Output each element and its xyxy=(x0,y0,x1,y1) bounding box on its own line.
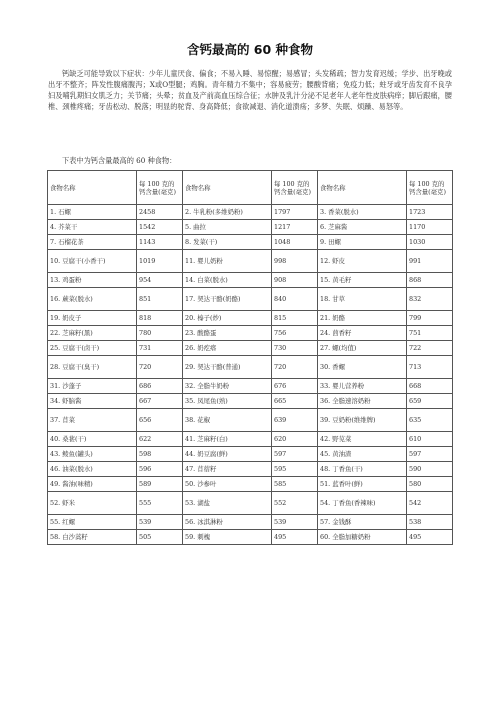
table-row xyxy=(48,447,453,462)
calcium-value-cell: 1030 xyxy=(407,235,453,250)
calcium-value-cell: 676 xyxy=(272,379,318,394)
food-name-cell: 8. 发菜(干) xyxy=(183,235,272,250)
table-row xyxy=(48,250,453,273)
calcium-value-cell: 1723 xyxy=(407,205,453,220)
food-name-cell: 44. 奶豆腐(鲜) xyxy=(183,447,272,462)
food-name-cell: 35. 凤尾鱼(熟) xyxy=(183,394,272,409)
food-name-cell: 23. 酸酪蛋 xyxy=(183,326,272,341)
calcium-value-cell: 1143 xyxy=(137,235,183,250)
header-calcium-content: 每 100 克的钙含量(毫克) xyxy=(407,171,453,205)
table-row xyxy=(48,379,453,394)
food-name-cell: 33. 婴儿营养粉 xyxy=(318,379,407,394)
calcium-value-cell: 639 xyxy=(272,409,318,432)
calcium-value-cell: 495 xyxy=(407,530,453,545)
calcium-value-cell: 720 xyxy=(137,356,183,379)
food-name-cell: 31. 沙蓬子 xyxy=(48,379,137,394)
header-food-name: 食物名称 xyxy=(318,171,407,205)
food-name-cell: 54. 丁香鱼(香辣味) xyxy=(318,492,407,515)
calcium-value-cell: 668 xyxy=(407,379,453,394)
calcium-value-cell: 590 xyxy=(407,462,453,477)
food-name-cell: 42. 野苋菜 xyxy=(318,432,407,447)
calcium-value-cell: 1542 xyxy=(137,220,183,235)
food-name-cell: 58. 白沙蒿籽 xyxy=(48,530,137,545)
food-name-cell: 57. 金钱酥 xyxy=(318,515,407,530)
food-name-cell: 38. 花椒 xyxy=(183,409,272,432)
food-name-cell: 4. 芥菜干 xyxy=(48,220,137,235)
calcium-value-cell: 780 xyxy=(137,326,183,341)
table-row xyxy=(48,220,453,235)
food-name-cell: 55. 红螺 xyxy=(48,515,137,530)
calcium-value-cell: 751 xyxy=(407,326,453,341)
food-name-cell: 7. 石榴花茶 xyxy=(48,235,137,250)
calcium-value-cell: 656 xyxy=(137,409,183,432)
table-row xyxy=(48,326,453,341)
table-row xyxy=(48,492,453,515)
food-name-cell: 50. 沙参叶 xyxy=(183,477,272,492)
food-name-cell: 3. 香菜(脱水) xyxy=(318,205,407,220)
calcium-value-cell: 720 xyxy=(272,356,318,379)
table-row xyxy=(48,462,453,477)
table-intro-line: 下表中为钙含量最高的 60 种食物： xyxy=(62,156,177,165)
calcium-value-cell: 818 xyxy=(137,311,183,326)
food-name-cell: 20. 榛子(炒) xyxy=(183,311,272,326)
table-row xyxy=(48,273,453,288)
calcium-value-cell: 505 xyxy=(137,530,183,545)
calcium-value-cell: 2458 xyxy=(137,205,183,220)
food-name-cell: 30. 香螺 xyxy=(318,356,407,379)
header-calcium-content: 每 100 克的钙含量(毫克) xyxy=(137,171,183,205)
food-name-cell: 59. 刺槐 xyxy=(183,530,272,545)
calcium-value-cell: 665 xyxy=(272,394,318,409)
calcium-value-cell: 756 xyxy=(272,326,318,341)
calcium-value-cell: 597 xyxy=(407,447,453,462)
food-name-cell: 9. 田螺 xyxy=(318,235,407,250)
calcium-value-cell: 620 xyxy=(272,432,318,447)
calcium-value-cell: 730 xyxy=(272,341,318,356)
calcium-value-cell: 610 xyxy=(407,432,453,447)
food-name-cell: 21. 奶酪 xyxy=(318,311,407,326)
table-row xyxy=(48,341,453,356)
calcium-value-cell: 598 xyxy=(137,447,183,462)
calcium-value-cell: 815 xyxy=(272,311,318,326)
food-name-cell: 41. 芝麻籽(白) xyxy=(183,432,272,447)
food-name-cell: 15. 黄毛籽 xyxy=(318,273,407,288)
calcium-food-table xyxy=(47,170,453,545)
calcium-value-cell: 851 xyxy=(137,288,183,311)
calcium-value-cell: 495 xyxy=(272,530,318,545)
calcium-value-cell: 1170 xyxy=(407,220,453,235)
food-name-cell: 43. 鲮鱼(罐头) xyxy=(48,447,137,462)
food-name-cell: 56. 冰淇淋粉 xyxy=(183,515,272,530)
table-row xyxy=(48,235,453,250)
table-row xyxy=(48,288,453,311)
table-body xyxy=(48,205,453,545)
food-name-cell: 2. 牛乳粉(多维奶粉) xyxy=(183,205,272,220)
food-name-cell: 51. 蓝香叶(鲜) xyxy=(318,477,407,492)
food-name-cell: 29. 契达干酪(普通) xyxy=(183,356,272,379)
calcium-value-cell: 555 xyxy=(137,492,183,515)
calcium-value-cell: 713 xyxy=(407,356,453,379)
table-header xyxy=(48,171,453,205)
food-name-cell: 12. 虾皮 xyxy=(318,250,407,273)
food-name-cell: 24. 茴香籽 xyxy=(318,326,407,341)
food-name-cell: 53. 湖盐 xyxy=(183,492,272,515)
food-name-cell: 39. 豆奶粉(维维牌) xyxy=(318,409,407,432)
food-name-cell: 13. 鸡蛋粉 xyxy=(48,273,137,288)
calcium-value-cell: 908 xyxy=(272,273,318,288)
table-row xyxy=(48,311,453,326)
food-name-cell: 49. 酱油(味精) xyxy=(48,477,137,492)
calcium-value-cell: 731 xyxy=(137,341,183,356)
calcium-value-cell: 832 xyxy=(407,288,453,311)
food-name-cell: 18. 甘草 xyxy=(318,288,407,311)
food-name-cell: 36. 全脂速溶奶粉 xyxy=(318,394,407,409)
header-food-name: 食物名称 xyxy=(183,171,272,205)
table-row xyxy=(48,205,453,220)
food-name-cell: 5. 曲拉 xyxy=(183,220,272,235)
table-row xyxy=(48,530,453,545)
calcium-value-cell: 539 xyxy=(272,515,318,530)
food-name-cell: 34. 虾脑酱 xyxy=(48,394,137,409)
food-name-cell: 19. 奶皮子 xyxy=(48,311,137,326)
calcium-value-cell: 542 xyxy=(407,492,453,515)
header-calcium-content: 每 100 克的钙含量(毫克) xyxy=(272,171,318,205)
calcium-value-cell: 1217 xyxy=(272,220,318,235)
food-name-cell: 17. 契达干酪(奶酪) xyxy=(183,288,272,311)
calcium-value-cell: 667 xyxy=(137,394,183,409)
calcium-value-cell: 595 xyxy=(272,462,318,477)
table-row xyxy=(48,356,453,379)
calcium-value-cell: 1019 xyxy=(137,250,183,273)
calcium-value-cell: 998 xyxy=(272,250,318,273)
food-name-cell: 26. 奶疙瘩 xyxy=(183,341,272,356)
calcium-value-cell: 722 xyxy=(407,341,453,356)
calcium-value-cell: 589 xyxy=(137,477,183,492)
calcium-value-cell: 580 xyxy=(407,477,453,492)
food-name-cell: 6. 芝麻酱 xyxy=(318,220,407,235)
calcium-value-cell: 840 xyxy=(272,288,318,311)
intro-paragraph: 钙缺乏可能导致以下症状：少年儿童厌食、偏食；不易入睡、易惊醒；易感冒；头发稀疏；智力发育迟缓；学步、出牙晚或出牙不整齐；阵发性腹痛腹泻；X或O型腿；鸡胸。青年精力不集中；容易疲劳；腰酸背痛；免疫力低；蛀牙或牙齿发育不良孕妇及哺乳期妇女肌乏力；关节痛；头晕；贫血及产前高血压综合征；水肿及乳汁分泌不足老年人老年性皮肤病痒；脚后跟痛，腰椎、颈椎疼痛；牙齿松动、脱落；明显的驼背、身高降低；食欲减退、消化道溃疡；多梦、失眠、烦躁、易怒等。 xyxy=(48,69,452,111)
header-food-name: 食物名称 xyxy=(48,171,137,205)
calcium-value-cell: 552 xyxy=(272,492,318,515)
calcium-value-cell: 868 xyxy=(407,273,453,288)
table-row xyxy=(48,409,453,432)
calcium-value-cell: 597 xyxy=(272,447,318,462)
food-name-cell: 16. 蕨菜(脱水) xyxy=(48,288,137,311)
calcium-value-cell: 596 xyxy=(137,462,183,477)
food-name-cell: 25. 豆腐干(卤干) xyxy=(48,341,137,356)
calcium-value-cell: 538 xyxy=(407,515,453,530)
food-name-cell: 46. 油菜(脱水) xyxy=(48,462,137,477)
food-name-cell: 45. 黄油渣 xyxy=(318,447,407,462)
calcium-value-cell: 1048 xyxy=(272,235,318,250)
food-name-cell: 14. 白菜(脱水) xyxy=(183,273,272,288)
calcium-value-cell: 659 xyxy=(407,394,453,409)
food-name-cell: 22. 芝麻籽(黑) xyxy=(48,326,137,341)
header-row xyxy=(48,171,453,205)
food-name-cell: 1. 石螺 xyxy=(48,205,137,220)
food-name-cell: 40. 桑葚(干) xyxy=(48,432,137,447)
table-row xyxy=(48,394,453,409)
calcium-value-cell: 954 xyxy=(137,273,183,288)
calcium-value-cell: 991 xyxy=(407,250,453,273)
food-name-cell: 37. 苜菜 xyxy=(48,409,137,432)
food-name-cell: 28. 豆腐干(臭干) xyxy=(48,356,137,379)
food-name-cell: 47. 苜蓿籽 xyxy=(183,462,272,477)
calcium-value-cell: 635 xyxy=(407,409,453,432)
food-name-cell: 27. 螺(均值) xyxy=(318,341,407,356)
food-name-cell: 10. 豆腐干(小香干) xyxy=(48,250,137,273)
table-row xyxy=(48,432,453,447)
calcium-value-cell: 539 xyxy=(137,515,183,530)
calcium-value-cell: 622 xyxy=(137,432,183,447)
calcium-value-cell: 799 xyxy=(407,311,453,326)
calcium-value-cell: 585 xyxy=(272,477,318,492)
table-row xyxy=(48,515,453,530)
document-title: 含钙最高的 60 种食物 xyxy=(186,42,314,57)
table-row xyxy=(48,477,453,492)
food-name-cell: 32. 全脂牛奶粉 xyxy=(183,379,272,394)
food-name-cell: 52. 虾米 xyxy=(48,492,137,515)
food-name-cell: 48. 丁香鱼(干) xyxy=(318,462,407,477)
calcium-value-cell: 1797 xyxy=(272,205,318,220)
food-name-cell: 11. 婴儿奶粉 xyxy=(183,250,272,273)
food-name-cell: 60. 全脂加糖奶粉 xyxy=(318,530,407,545)
calcium-value-cell: 686 xyxy=(137,379,183,394)
